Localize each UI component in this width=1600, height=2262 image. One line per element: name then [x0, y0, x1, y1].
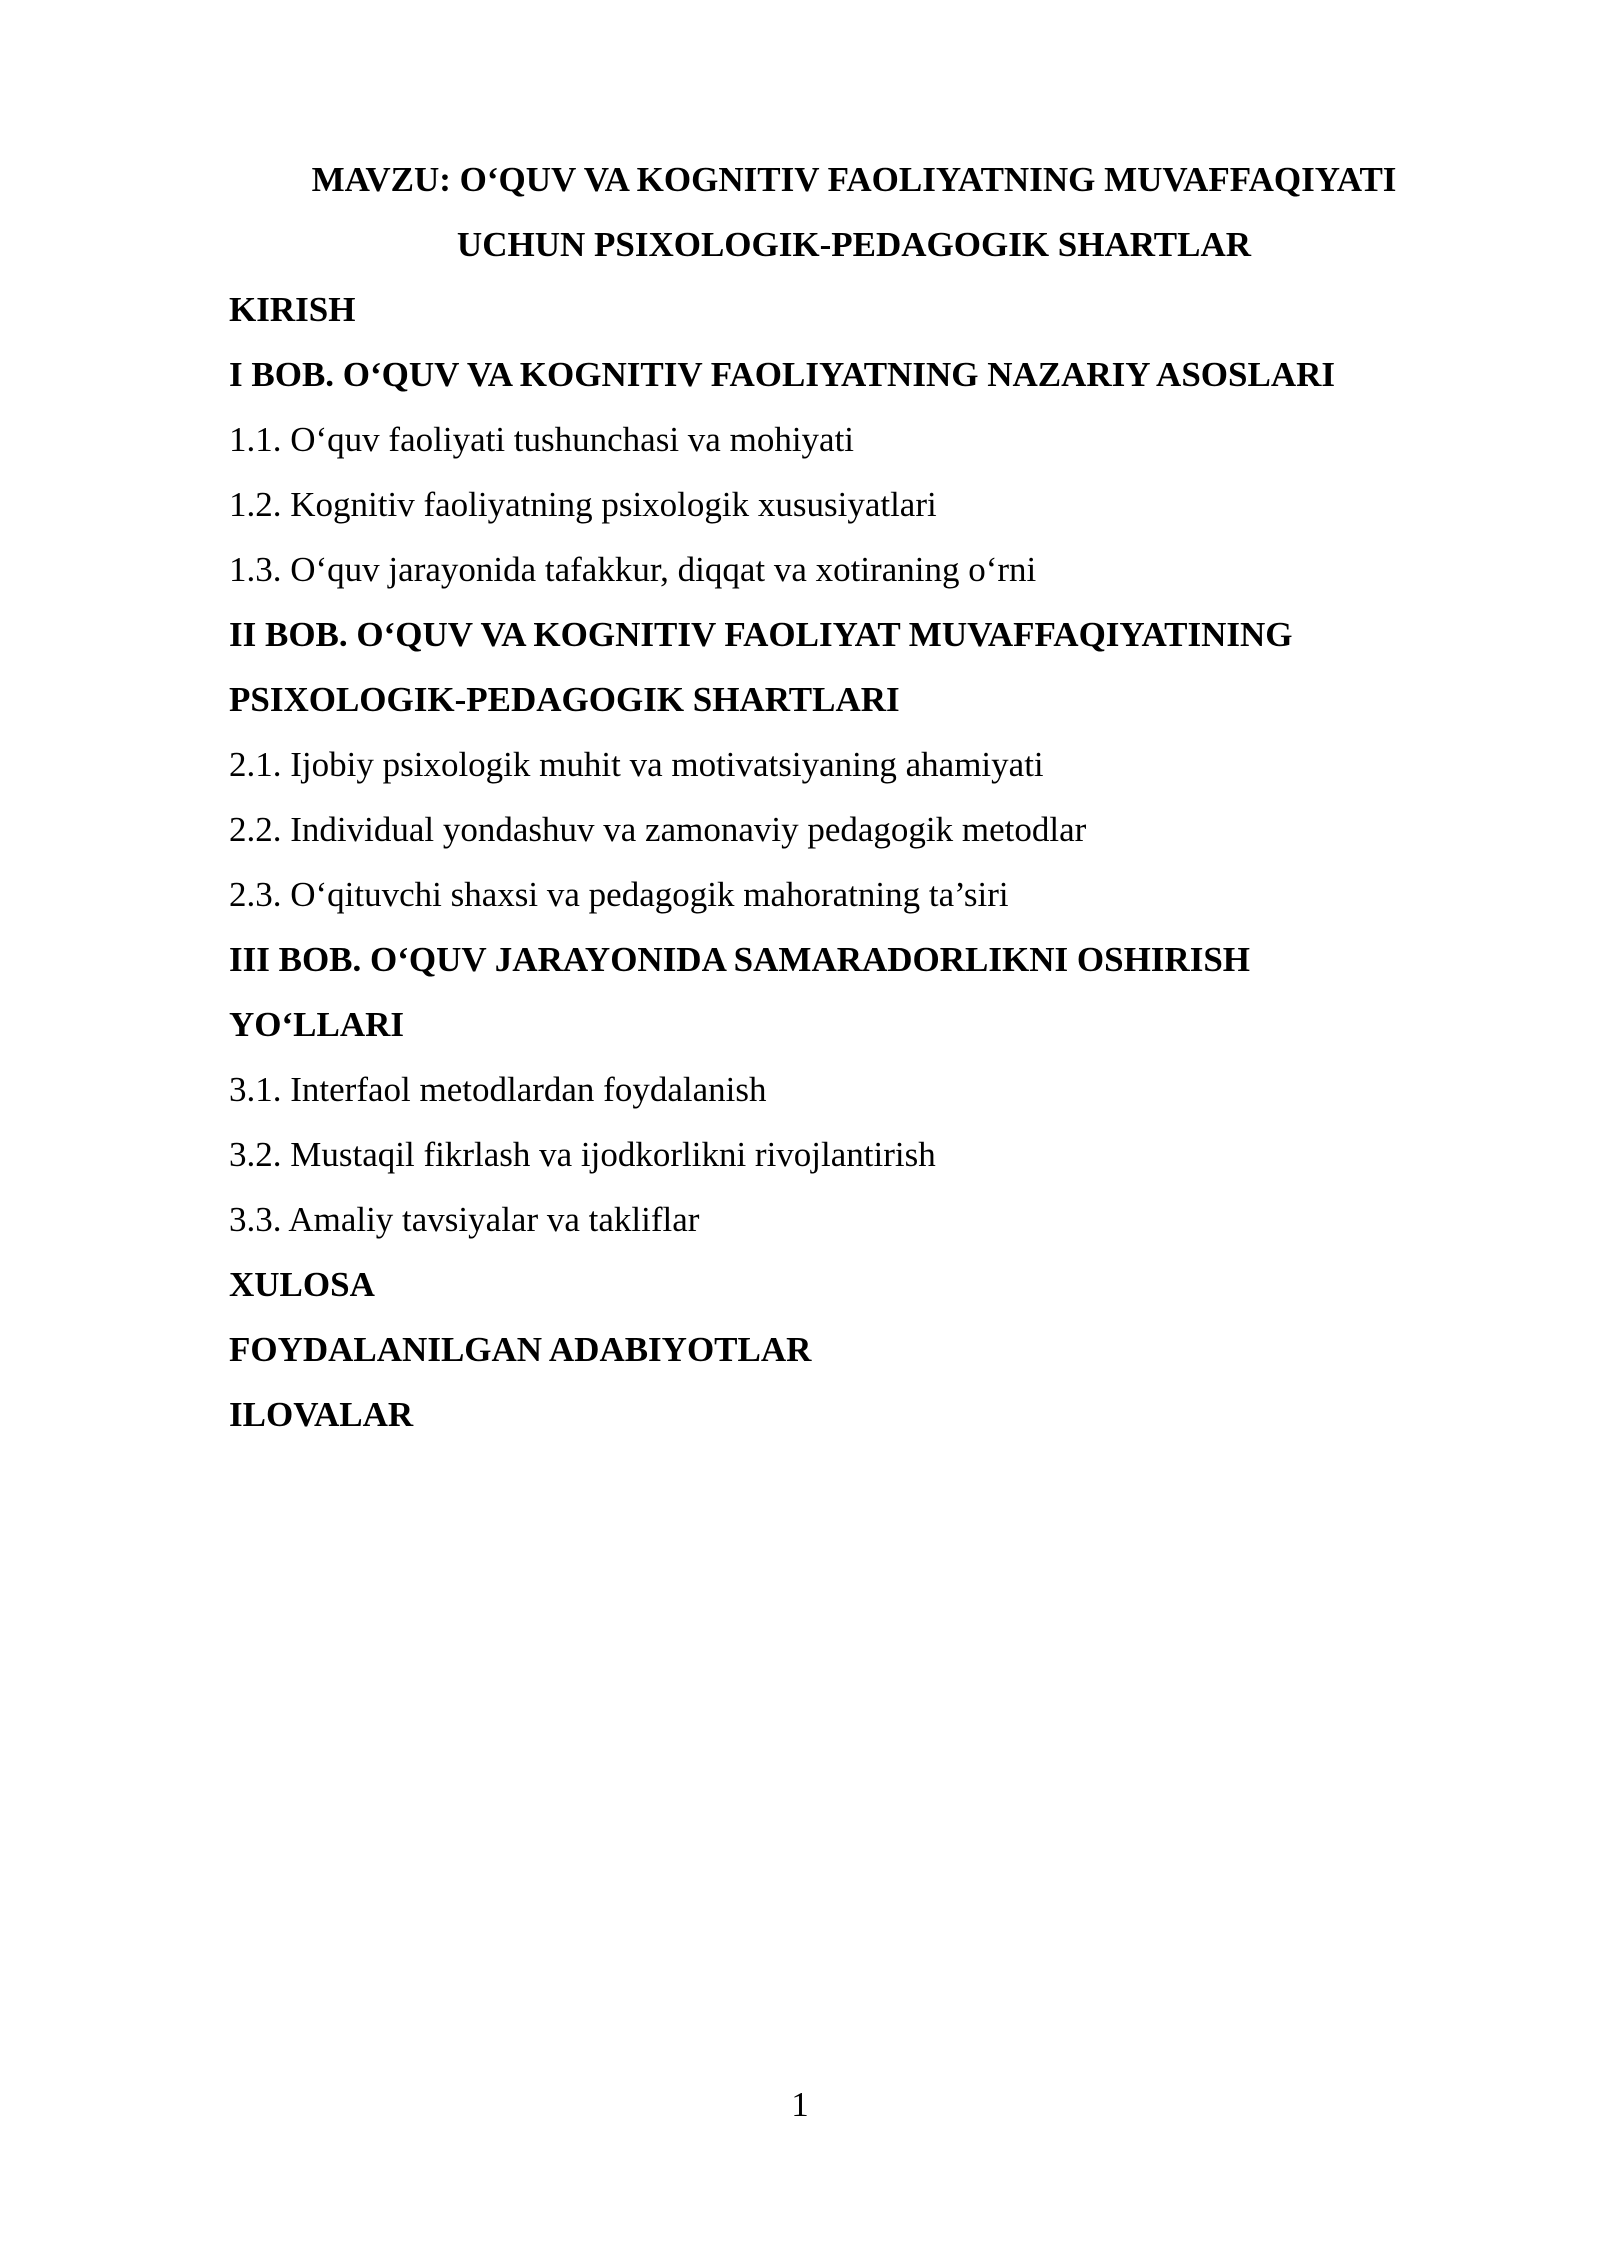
- toc-subsection-item: 1.1. O‘quv faoliyati tushunchasi va mohiyati: [229, 420, 855, 459]
- toc-subsection-item: 1.2. Kognitiv faoliyatning psixologik xususiyatlari: [229, 485, 937, 524]
- toc-section-heading: KIRISH: [229, 290, 356, 329]
- toc-subsection-item: 3.2. Mustaqil fikrlash va ijodkorlikni rivojlantirish: [229, 1135, 936, 1174]
- toc-subsection-item: 2.3. O‘qituvchi shaxsi va pedagogik mahoratning ta’siri: [229, 875, 1009, 914]
- title-line-2: UCHUN PSIXOLOGIK-PEDAGOGIK SHARTLAR: [456, 225, 1252, 264]
- toc-section-heading: PSIXOLOGIK-PEDAGOGIK SHARTLARI: [229, 680, 900, 719]
- toc-section-heading: I BOB. O‘QUV VA KOGNITIV FAOLIYATNING NAZARIY ASOSLARI: [229, 355, 1336, 394]
- toc-section-heading: ILOVALAR: [229, 1395, 414, 1434]
- toc-section-heading: XULOSA: [229, 1265, 375, 1304]
- toc-section-heading: II BOB. O‘QUV VA KOGNITIV FAOLIYAT MUVAFFAQIYATINING: [229, 615, 1293, 654]
- toc-section-heading: YO‘LLARI: [229, 1005, 405, 1044]
- document-title: [229, 147, 1479, 277]
- page-number: 1: [791, 2085, 809, 2124]
- toc-subsection-item: 2.2. Individual yondashuv va zamonaviy pedagogik metodlar: [229, 810, 1087, 849]
- toc-subsection-item: 3.3. Amaliy tavsiyalar va takliflar: [229, 1200, 700, 1239]
- toc-section-heading: FOYDALANILGAN ADABIYOTLAR: [229, 1330, 812, 1369]
- toc-section-heading: III BOB. O‘QUV JARAYONIDA SAMARADORLIKNI OSHIRISH: [229, 940, 1251, 979]
- toc-subsection-item: 2.1. Ijobiy psixologik muhit va motivatsiyaning ahamiyati: [229, 745, 1044, 784]
- toc-subsection-item: 3.1. Interfaol metodlardan foydalanish: [229, 1070, 767, 1109]
- toc-subsection-item: 1.3. O‘quv jarayonida tafakkur, diqqat va xotiraning o‘rni: [229, 550, 1037, 589]
- title-line-1: MAVZU: O‘QUV VA KOGNITIV FAOLIYATNING MUVAFFAQIYATI: [311, 160, 1397, 199]
- table-of-contents: [229, 277, 1479, 1447]
